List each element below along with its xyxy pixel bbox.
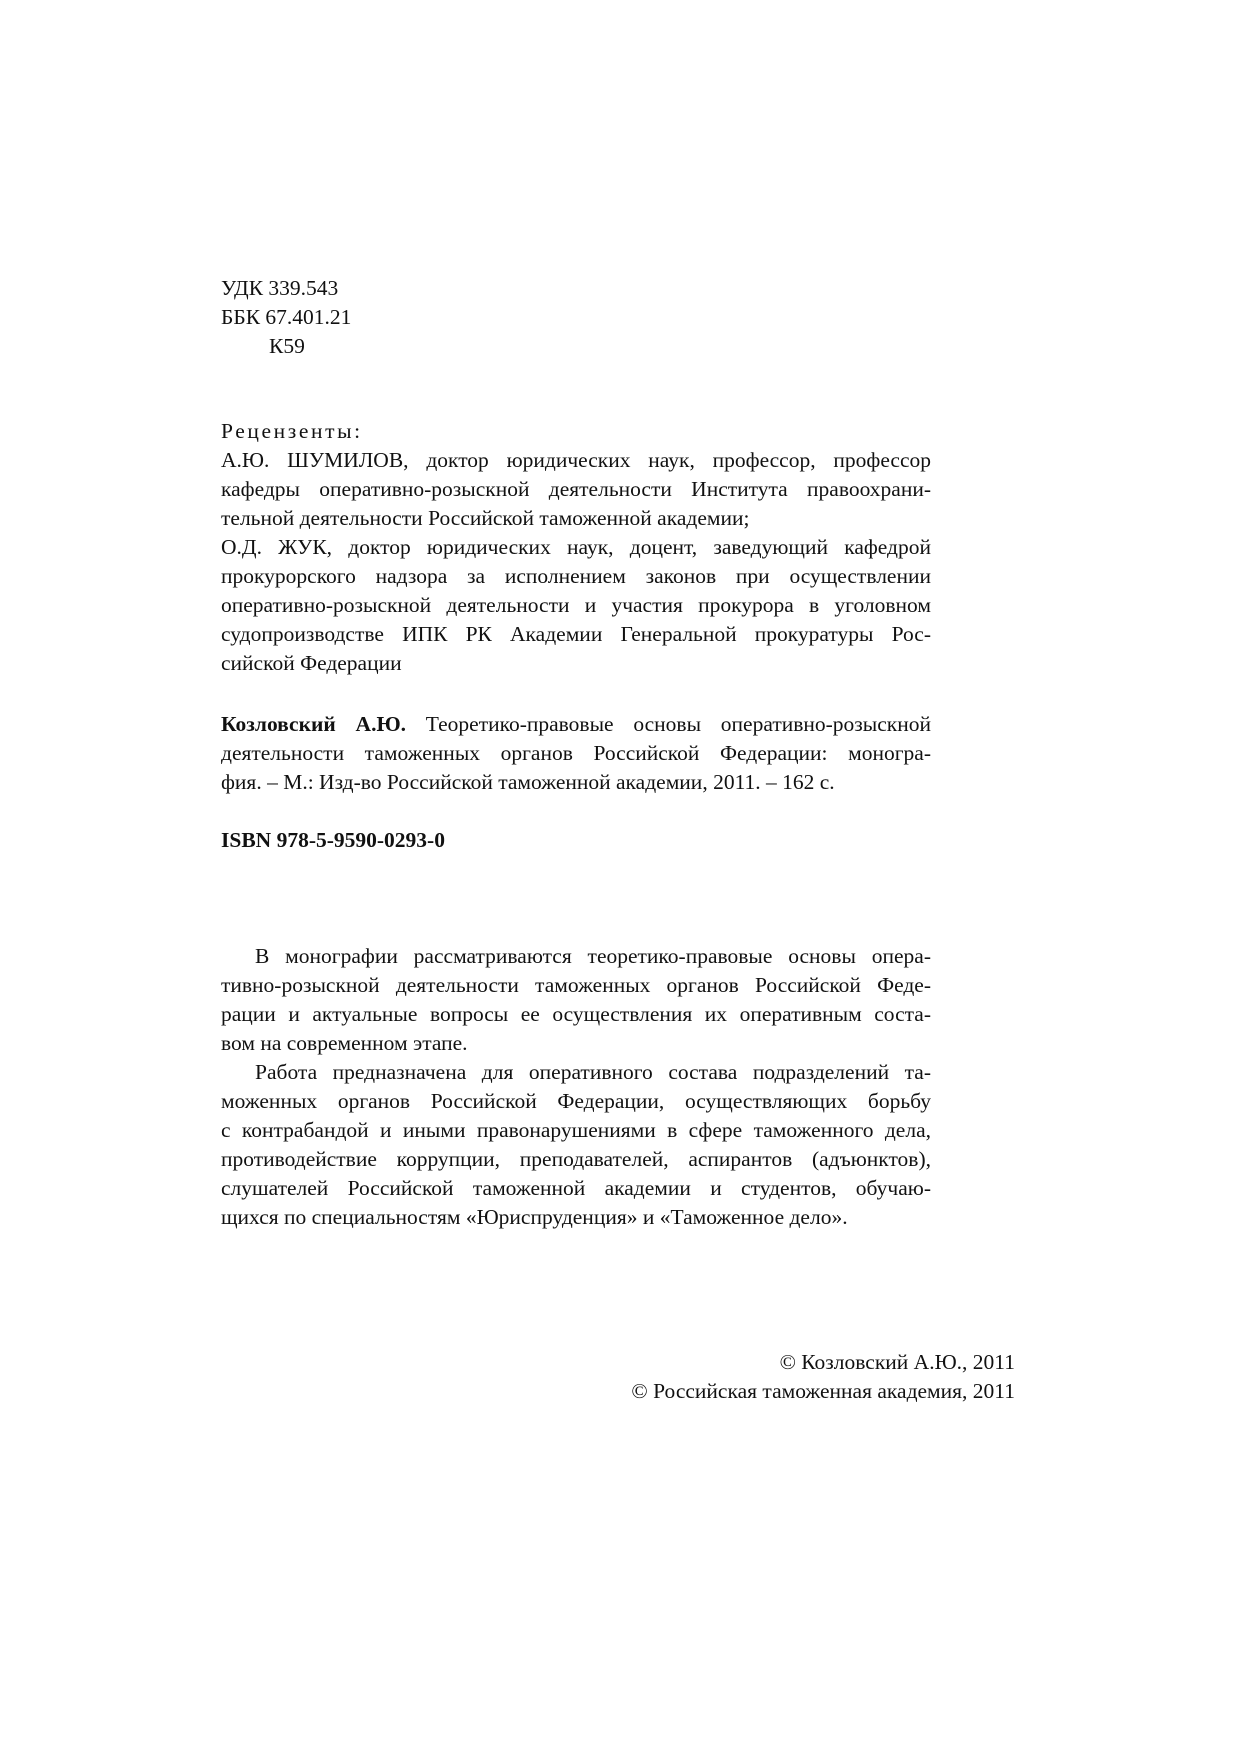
reviewers-line: судопроизводстве ИПК РК Академии Генеральной прокуратуры Рос- (221, 622, 931, 646)
copyright-publisher: © Российская таможенная академия, 2011 (631, 1379, 1015, 1403)
reviewers-line: прокурорского надзора за исполнением законов при осуществлении (221, 564, 931, 588)
classification-block (221, 274, 931, 361)
citation-title-start: Теоретико-правовые основы оперативно-розыскной (406, 712, 931, 736)
citation-line: деятельности таможенных органов Российской Федерации: моногра- (221, 741, 931, 765)
citation-line (221, 710, 931, 739)
abstract-line: слушателей Российской таможенной академии и студентов, обучаю- (221, 1176, 931, 1200)
abstract-line: щихся по специальностям «Юриспруденция» и «Таможенное дело». (221, 1205, 848, 1229)
citation-line: фия. – М.: Изд-во Российской таможенной академии, 2011. – 162 с. (221, 770, 835, 794)
abstract-block (221, 942, 931, 1232)
abstract-line: моженных органов Российской Федерации, осуществляющих борьбу (221, 1089, 931, 1113)
author-mark: К59 (269, 334, 305, 358)
isbn-number: ISBN 978-5-9590-0293-0 (221, 828, 445, 852)
bbk-code: ББК 67.401.21 (221, 305, 352, 329)
reviewers-line: тельной деятельности Российской таможенной академии; (221, 506, 750, 530)
reviewers-line: сийской Федерации (221, 651, 402, 675)
reviewers-heading: Рецензенты: (221, 419, 363, 443)
abstract-line: противодействие коррупции, преподавателей, аспирантов (адъюнктов), (221, 1147, 931, 1171)
abstract-line: рации и актуальные вопросы ее осуществления их оперативным соста- (221, 1002, 931, 1026)
copyright-block (495, 1348, 1015, 1406)
abstract-line: тивно-розыскной деятельности таможенных органов Российской Феде- (221, 973, 931, 997)
reviewers-line: оперативно-розыскной деятельности и участия прокурора в уголовном (221, 593, 931, 617)
abstract-line: В монографии рассматриваются теоретико-правовые основы опера- (255, 944, 931, 968)
reviewers-line: О.Д. ЖУК, доктор юридических наук, доцент, заведующий кафедрой (221, 535, 931, 559)
reviewers-line: кафедры оперативно-розыскной деятельности Института правоохрани- (221, 477, 931, 501)
isbn-block (221, 826, 931, 855)
bibliographic-citation (221, 710, 931, 797)
udk-code: УДК 339.543 (221, 276, 339, 300)
abstract-line: с контрабандой и иными правонарушениями в сфере таможенного дела, (221, 1118, 931, 1142)
reviewers-block (221, 417, 931, 678)
copyright-author: © Козловский А.Ю., 2011 (779, 1350, 1015, 1374)
abstract-line: Работа предназначена для оперативного состава подразделений та- (255, 1060, 931, 1084)
citation-author: Козловский А.Ю. (221, 712, 407, 736)
reviewers-line: А.Ю. ШУМИЛОВ, доктор юридических наук, профессор, профессор (221, 448, 931, 472)
abstract-line: вом на современном этапе. (221, 1031, 468, 1055)
